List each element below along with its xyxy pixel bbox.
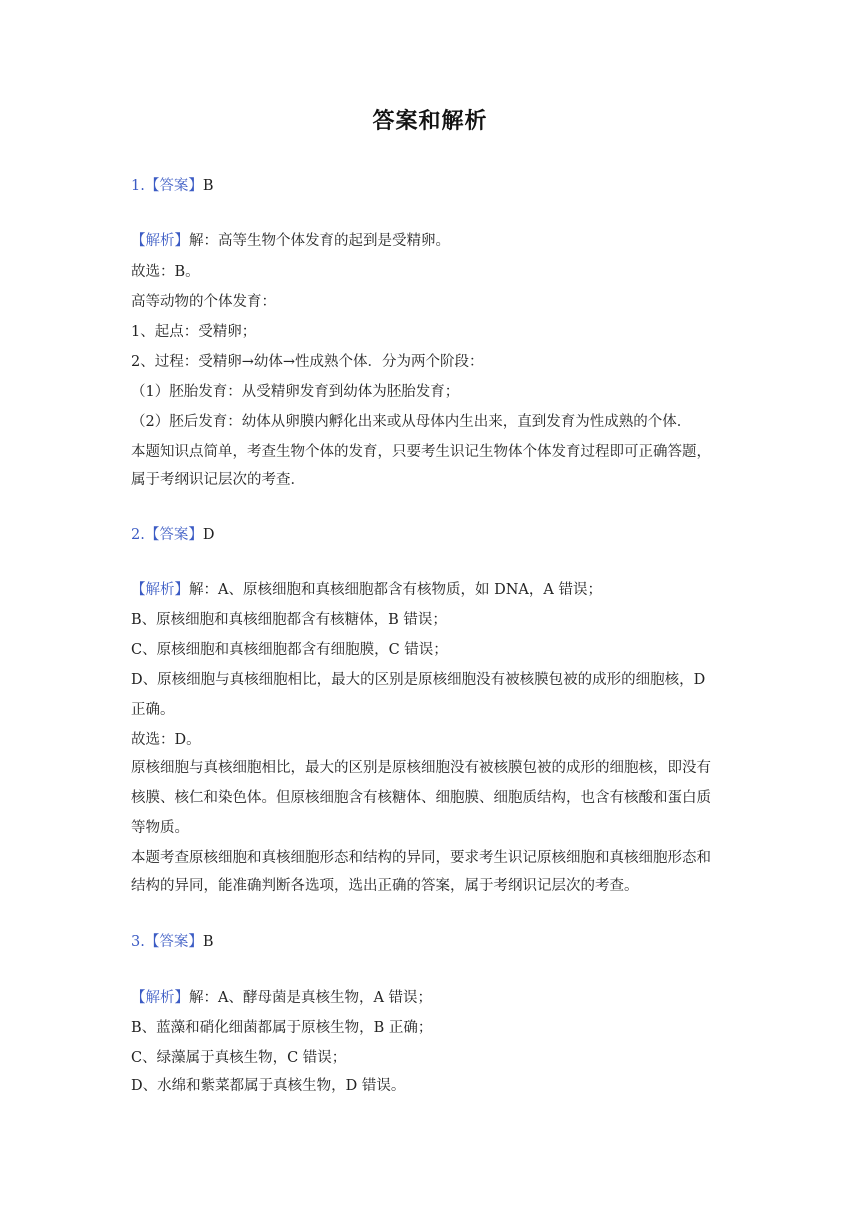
analysis-text: 属于考纲识记层次的考查． [131,472,305,488]
analysis-text: 原核细胞与真核细胞相比，最大的区别是原核细胞没有被核膜包被的成形的细胞核，即没有 [131,760,711,776]
analysis-text: 等物质。 [131,820,189,836]
analysis-text: D、原核细胞与真核细胞相比，最大的区别是原核细胞没有被核膜包被的成形的细胞核，D [131,672,706,688]
analysis-text: （2）胚后发育：幼体从卵膜内孵化出来或从母体内生出来，直到发育为性成熟的个体． [131,414,692,430]
analysis-text: 正确。 [131,702,175,718]
analysis-line [131,580,741,600]
analysis-text: 1、起点：受精卵； [131,324,257,340]
page-title: 答案和解析 [372,109,488,134]
answer-label: 【答案】 [144,527,203,543]
analysis-text: 故选：B。 [131,264,200,280]
analysis-text: 解：A、酵母菌是真核生物，A 错误； [189,990,433,1006]
answer-value: B [202,934,214,950]
analysis-label: 【解析】 [131,233,189,249]
answer-label: 【答案】 [144,178,203,194]
answer-line [131,525,741,545]
analysis-text: D、水绵和紫菜都属于真核生物，D 错误。 [131,1078,406,1094]
answer-label: 【答案】 [144,934,203,950]
analysis-text: 解：A、原核细胞和真核细胞都含有核物质，如 DNA，A 错误； [189,582,602,598]
analysis-text: 高等动物的个体发育： [131,294,276,310]
answer-value: B [202,178,214,194]
analysis-line [131,988,741,1008]
analysis-text: B、原核细胞和真核细胞都含有核糖体，B 错误； [131,612,447,628]
analysis-text: 核膜、核仁和染色体。但原核细胞含有核糖体、细胞膜、细胞质结构，也含有核酸和蛋白质 [131,790,711,806]
analysis-text: C、绿藻属于真核生物，C 错误； [131,1050,347,1066]
answer-line [131,932,741,952]
analysis-label: 【解析】 [131,582,189,598]
answer-line [131,176,741,196]
analysis-text: 结构的异同，能准确判断各选项，选出正确的答案，属于考纲识记层次的考查。 [131,878,639,894]
question-number: 2. [131,527,145,543]
analysis-text: 故选：D。 [131,732,201,748]
analysis-text: 本题考查原核细胞和真核细胞形态和结构的异同，要求考生识记原核细胞和真核细胞形态和 [131,850,711,866]
analysis-text: B、蓝藻和硝化细菌都属于原核生物，B 正确； [131,1020,433,1036]
analysis-label: 【解析】 [131,990,189,1006]
analysis-text: 解：高等生物个体发育的起到是受精卵。 [189,233,450,249]
answer-value: D [202,527,215,543]
analysis-text: （1）胚胎发育：从受精卵发育到幼体为胚胎发育； [131,384,460,400]
question-number: 3. [131,934,145,950]
analysis-text: 2、过程：受精卵→幼体→性成熟个体．分为两个阶段： [131,354,484,370]
question-number: 1. [131,178,145,194]
analysis-text: 本题知识点简单，考查生物个体的发育，只要考生识记生物体个体发育过程即可正确答题， [131,444,711,460]
analysis-line [131,231,741,251]
analysis-text: C、原核细胞和真核细胞都含有细胞膜，C 错误； [131,642,448,658]
